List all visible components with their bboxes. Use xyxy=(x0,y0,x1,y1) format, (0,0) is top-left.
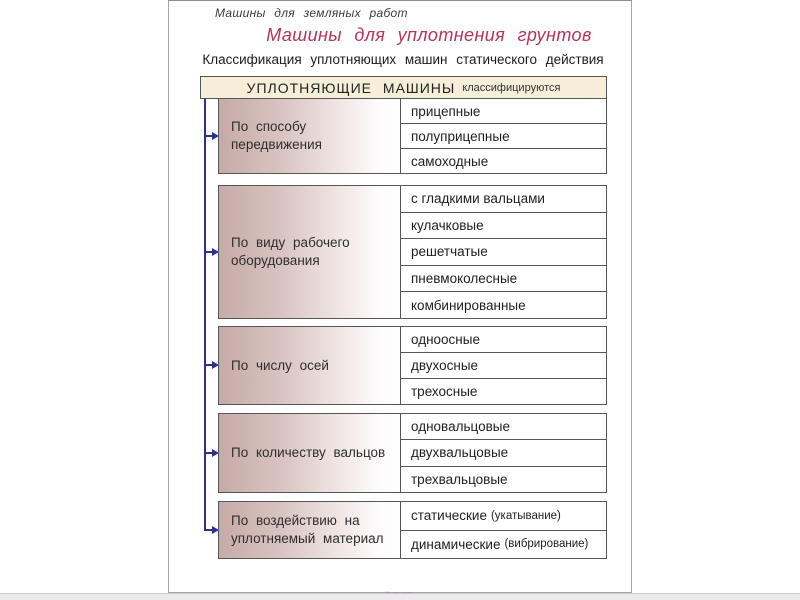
root-box-suffix: классифицируются xyxy=(462,81,561,94)
item-cell: прицепные xyxy=(401,99,606,124)
items-column xyxy=(401,186,606,318)
group-movement-method xyxy=(218,98,607,174)
item-note: (укатывание) xyxy=(490,509,561,522)
category-label: По воздействию на уплотняемый материал xyxy=(219,502,401,558)
category-label: По способу передвижения xyxy=(219,99,401,173)
root-classification-box xyxy=(200,76,607,99)
item-cell: полуприцепные xyxy=(401,124,606,149)
group-working-equipment xyxy=(218,185,607,319)
item-cell: трехосные xyxy=(411,384,478,399)
items-column xyxy=(401,99,606,173)
item-cell xyxy=(401,531,606,559)
item-text: статические xyxy=(411,508,487,524)
items-column xyxy=(401,502,606,558)
bottom-band xyxy=(0,593,800,600)
group-axle-count xyxy=(218,326,607,405)
item-cell: кулачковые xyxy=(401,213,606,240)
item-cell: одновальцовые xyxy=(401,414,606,440)
category-label: По количеству вальцов xyxy=(219,414,401,492)
item-note: (вибрирование) xyxy=(504,538,589,551)
items-column xyxy=(401,414,606,492)
page-title: Машины для уплотнения грунтов xyxy=(266,25,592,45)
items-column xyxy=(401,327,606,404)
item-cell: комбинированные xyxy=(411,297,526,313)
item-cell: одноосные xyxy=(401,327,606,353)
group-material-impact xyxy=(218,501,607,559)
slide-canvas xyxy=(168,0,632,593)
item-cell: двухвальцовые xyxy=(401,440,606,466)
item-cell: пневмоколесные xyxy=(401,266,606,293)
item-text: динамические xyxy=(411,536,501,552)
item-cell: двухосные xyxy=(401,353,606,379)
connector-spine xyxy=(204,99,206,531)
item-cell: трехвальцовые xyxy=(411,471,508,487)
root-box-title: УПЛОТНЯЮЩИЕ МАШИНЫ xyxy=(246,79,456,96)
item-cell: решетчатые xyxy=(401,239,606,266)
breadcrumb: Машины для земляных работ xyxy=(215,6,408,20)
page-subtitle: Классификация уплотняющих машин статического действия xyxy=(202,52,604,67)
category-label: По виду рабочего оборудования xyxy=(219,186,401,318)
group-roller-count xyxy=(218,413,607,493)
category-label: По числу осей xyxy=(219,327,401,404)
item-cell: с гладкими вальцами xyxy=(401,186,606,213)
item-cell: самоходные xyxy=(411,153,489,169)
item-cell xyxy=(401,502,606,531)
